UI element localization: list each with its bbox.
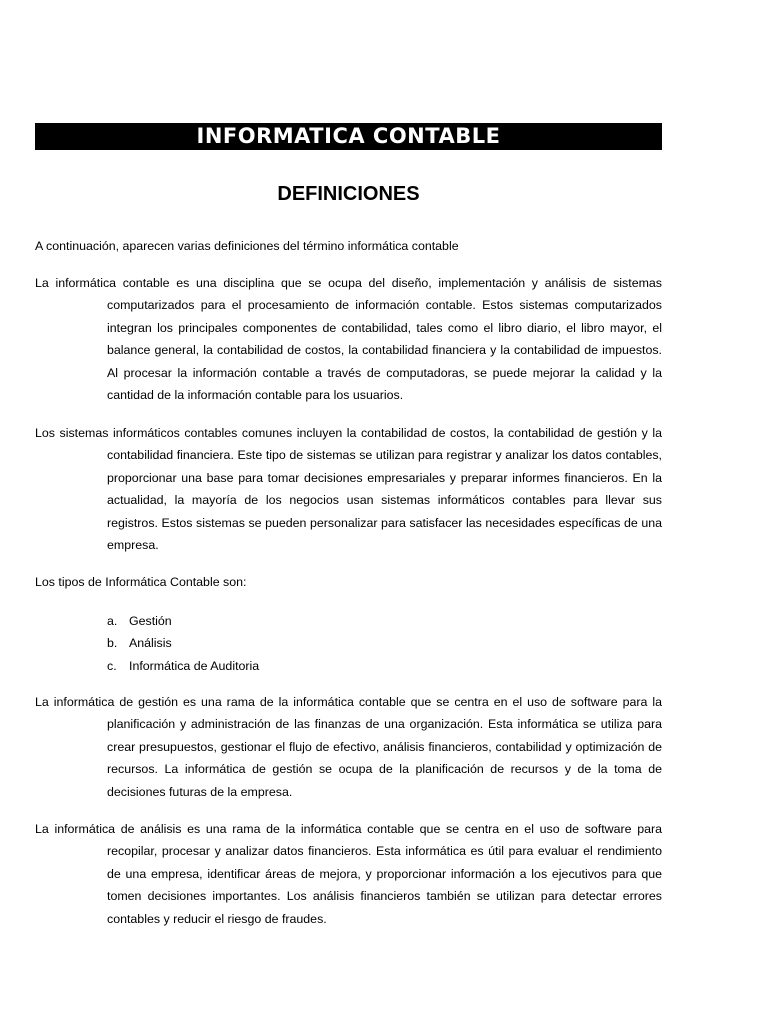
document-title: INFORMATICA CONTABLE [35, 123, 662, 150]
list-item [107, 610, 259, 632]
list-item-text: Gestión [129, 614, 172, 628]
paragraph-definition-1: La informática contable es una disciplina que se ocupa del diseño, implementación y análisis de sistemas computarizados para el procesamiento de información contable. Estos sistemas computarizados integran los principales componentes de contabilidad, tales como el libro diario, el libro mayor, el balance general, la contabilidad de costos, la contabilidad financiera y la contabilidad de impuestos. Al procesar la información contable a través de computadoras, se puede mejorar la calidad y la cantidad de la información contable para los usuarios. [35, 276, 662, 403]
intro-text: A continuación, aparecen varias definiciones del término informática contable [35, 239, 459, 253]
list-item [107, 632, 259, 654]
paragraph-gestion: La informática de gestión es una rama de la informática contable que se centra en el uso de software para la planificación y administración de las finanzas de una organización. Esta informática se utiliza para crear presupuestos, gestionar el flujo de efectivo, análisis financieros, contabilidad y optimización de recursos. La informática de gestión se ocupa de la planificación de recursos y de la toma de decisiones futuras de la empresa. [35, 695, 662, 799]
types-list [107, 610, 259, 677]
list-item-text: Análisis [129, 636, 172, 651]
list-marker: a. [107, 614, 118, 628]
list-marker: c. [107, 658, 117, 673]
list-item [107, 655, 259, 677]
section-heading: DEFINICIONES [277, 183, 420, 205]
paragraph-analisis: La informática de análisis es una rama de la informática contable que se centra en el uso de software para recopilar, procesar y analizar datos financieros. Esta informática es útil para evaluar el rendimiento de una empresa, identificar áreas de mejora, y proporcionar información a los ejecutivos para que tomen decisiones importantes. Los análisis financieros también se utilizan para detectar errores contables y reducir el riesgo de fraudes. [35, 822, 662, 926]
paragraph-definition-2: Los sistemas informáticos contables comunes incluyen la contabilidad de costos, la contabilidad de gestión y la contabilidad financiera. Este tipo de sistemas se utilizan para registrar y analizar los datos contables, proporcionar una base para tomar decisiones empresariales y preparar informes financieros. En la actualidad, la mayoría de los negocios usan sistemas informáticos contables para llevar sus registros. Estos sistemas se pueden personalizar para satisfacer las necesidades específicas de una empresa. [35, 426, 662, 553]
list-item-text: Informática de Auditoria [129, 658, 260, 673]
paragraph-types-intro: Los tipos de Informática Contable son: [35, 575, 247, 589]
list-marker: b. [107, 636, 118, 651]
